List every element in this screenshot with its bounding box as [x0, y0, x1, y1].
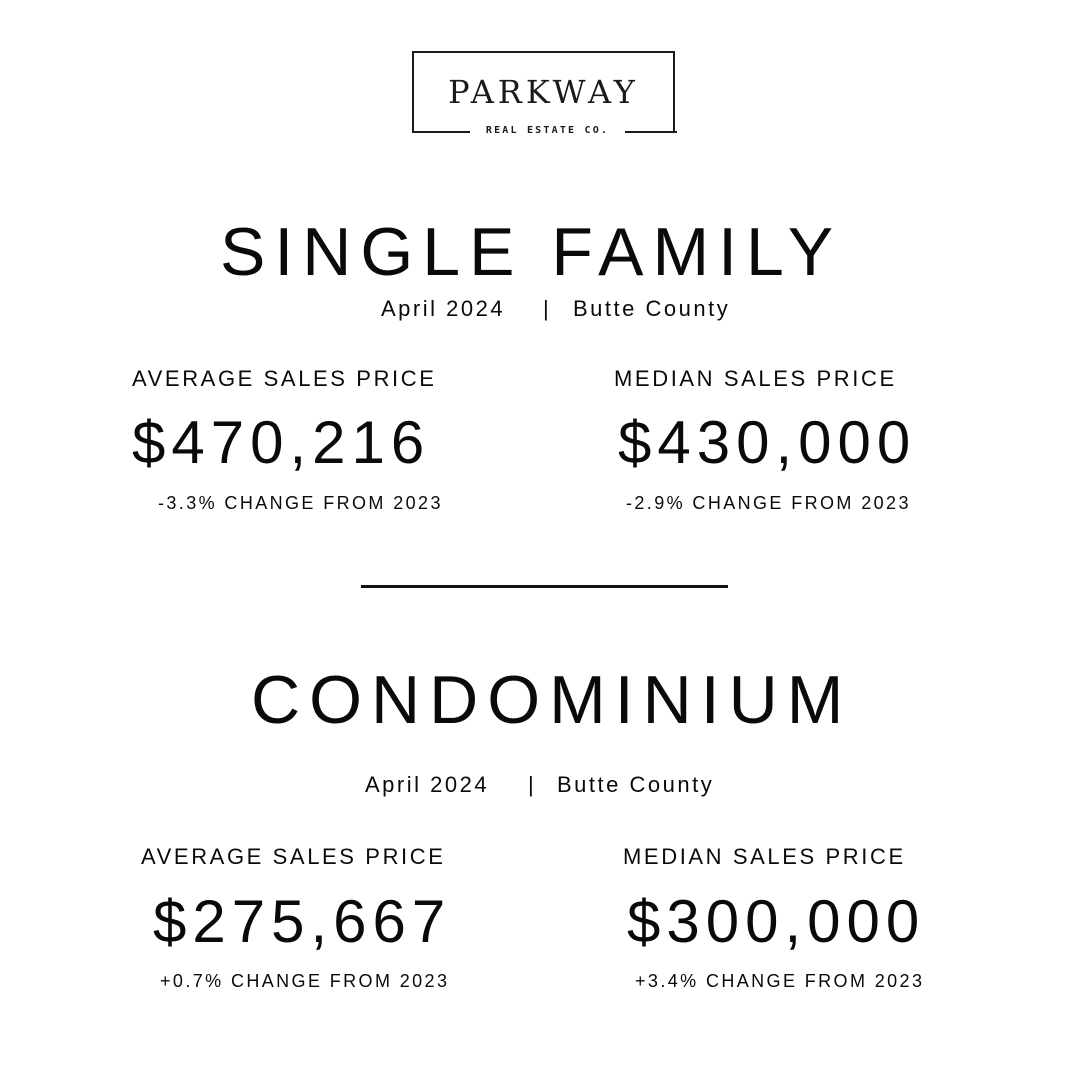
logo-tagline-row	[412, 120, 677, 140]
condominium-title: CONDOMINIUM	[251, 662, 853, 738]
logo-name: PARKWAY	[448, 73, 639, 111]
single-family-median-change: -2.9% CHANGE FROM 2023	[626, 493, 911, 513]
condominium-median-label: MEDIAN SALES PRICE	[623, 844, 906, 869]
condominium-average-price: $275,667	[153, 888, 452, 955]
single-family-average-label: AVERAGE SALES PRICE	[132, 366, 437, 391]
single-family-title: SINGLE FAMILY	[220, 214, 843, 290]
condominium-average-label: AVERAGE SALES PRICE	[141, 844, 446, 869]
single-family-average-price: $470,216	[132, 409, 431, 476]
single-family-average-change: -3.3% CHANGE FROM 2023	[158, 493, 443, 513]
condominium-median-price: $300,000	[627, 888, 926, 955]
section-divider	[361, 585, 728, 588]
single-family-median-label: MEDIAN SALES PRICE	[614, 366, 897, 391]
single-family-separator: |	[543, 296, 552, 321]
logo-tagline: REAL ESTATE CO.	[485, 125, 610, 136]
condominium-period: April 2024	[365, 772, 490, 797]
condominium-separator: |	[528, 772, 537, 797]
condominium-median-change: +3.4% CHANGE FROM 2023	[635, 971, 925, 991]
single-family-period: April 2024	[381, 296, 506, 321]
logo-rule-left	[412, 131, 470, 133]
condominium-average-change: +0.7% CHANGE FROM 2023	[160, 971, 450, 991]
logo-rule-right	[625, 131, 677, 133]
condominium-region: Butte County	[557, 772, 715, 797]
single-family-median-price: $430,000	[618, 409, 917, 476]
logo-frame	[412, 51, 675, 131]
single-family-region: Butte County	[573, 296, 731, 321]
